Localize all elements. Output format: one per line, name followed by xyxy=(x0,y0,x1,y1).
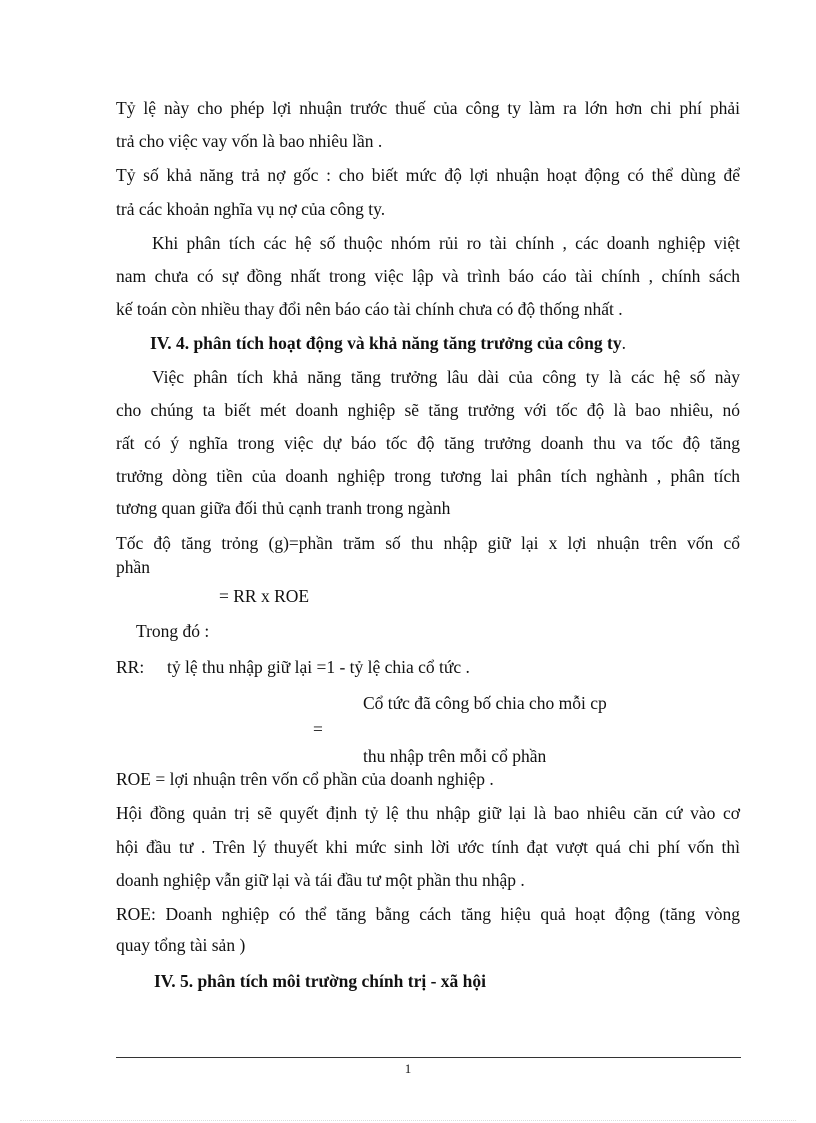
footer-rule xyxy=(116,1057,741,1058)
formula-line: phần xyxy=(116,557,151,577)
paragraph-line: kế toán còn nhiều thay đổi nên báo cáo tài chính chưa có độ thống nhất . xyxy=(116,299,623,319)
paragraph-line: ROE: Doanh nghiệp có thể tăng bằng cách tăng hiệu quả hoạt động (tăng vòng xyxy=(116,904,740,924)
paragraph-line: Khi phân tích các hệ số thuộc nhóm rủi ro tài chính , các doanh nghiệp việt xyxy=(152,233,740,253)
paragraph-line: Tỷ số khả năng trả nợ gốc : cho biết mức độ lợi nhuận hoạt động có thể dùng để xyxy=(116,165,740,185)
definition-text: ROE = lợi nhuận trên vốn cổ phần của doanh nghiệp . xyxy=(116,769,494,789)
paragraph-line: cho chúng ta biết mét doanh nghiệp sẽ tăng trưởng với tốc độ là bao nhiêu, nó xyxy=(116,400,740,420)
fraction-denominator: thu nhập trên mỗi cổ phần xyxy=(363,746,547,766)
paragraph-line: trưởng dòng tiền của doanh nghiệp trong tương lai phân tích nghành , phân tích xyxy=(116,466,740,486)
definition-term: RR: xyxy=(116,657,145,677)
paragraph-line: tương quan giữa đối thủ cạnh tranh trong ngành xyxy=(116,498,451,518)
definition-text: tỷ lệ thu nhập giữ lại =1 - tỷ lệ chia cổ tức . xyxy=(167,657,470,677)
paragraph-line: nam chưa có sự đồng nhất trong việc lập và trình báo cáo tài chính , chính sách xyxy=(116,266,740,286)
page-number: 1 xyxy=(404,1061,412,1076)
paragraph-line: hội đầu tư . Trên lý thuyết khi mức sinh lời ước tính đạt vượt quá chi phí vốn thì xyxy=(116,837,740,857)
paragraph-line: quay tổng tài sản ) xyxy=(116,935,246,955)
paragraph-line: Việc phân tích khả năng tăng trưởng lâu dài của công ty là các hệ số này xyxy=(152,367,740,387)
formula-expression: = RR x ROE xyxy=(219,586,310,606)
paragraph-line: trả cho việc vay vốn là bao nhiêu lần . xyxy=(116,131,383,151)
fraction-numerator: Cổ tức đã công bố chia cho mỗi cp xyxy=(363,693,607,713)
definitions-label: Trong đó : xyxy=(136,621,210,641)
section-heading xyxy=(150,332,626,354)
fraction-equals: = xyxy=(313,719,323,739)
paragraph-line: doanh nghiệp vẫn giữ lại và tái đầu tư một phần thu nhập . xyxy=(116,870,525,890)
paragraph-line: trả các khoản nghĩa vụ nợ của công ty. xyxy=(116,199,386,219)
page-edge-dots xyxy=(20,1120,796,1121)
paragraph-line: Tỷ lệ này cho phép lợi nhuận trước thuế của công ty làm ra lớn hơn chi phí phải xyxy=(116,98,740,118)
section-heading: IV. 5. phân tích môi trường chính trị - xã hội xyxy=(154,971,486,991)
section-heading-tail: . xyxy=(621,333,626,353)
paragraph-line: Hội đồng quản trị sẽ quyết định tỷ lệ thu nhập giữ lại là bao nhiêu căn cứ vào cơ xyxy=(116,803,740,823)
paragraph-line: rất có ý nghĩa trong việc dự báo tốc độ tăng trưởng doanh thu va tốc độ tăng xyxy=(116,433,740,453)
formula-line: Tốc độ tăng trỏng (g)=phần trăm số thu nhập giữ lại x lợi nhuận trên vốn cổ xyxy=(116,533,740,553)
section-heading-text: IV. 4. phân tích hoạt động và khả năng tăng trưởng của công ty xyxy=(150,333,622,353)
